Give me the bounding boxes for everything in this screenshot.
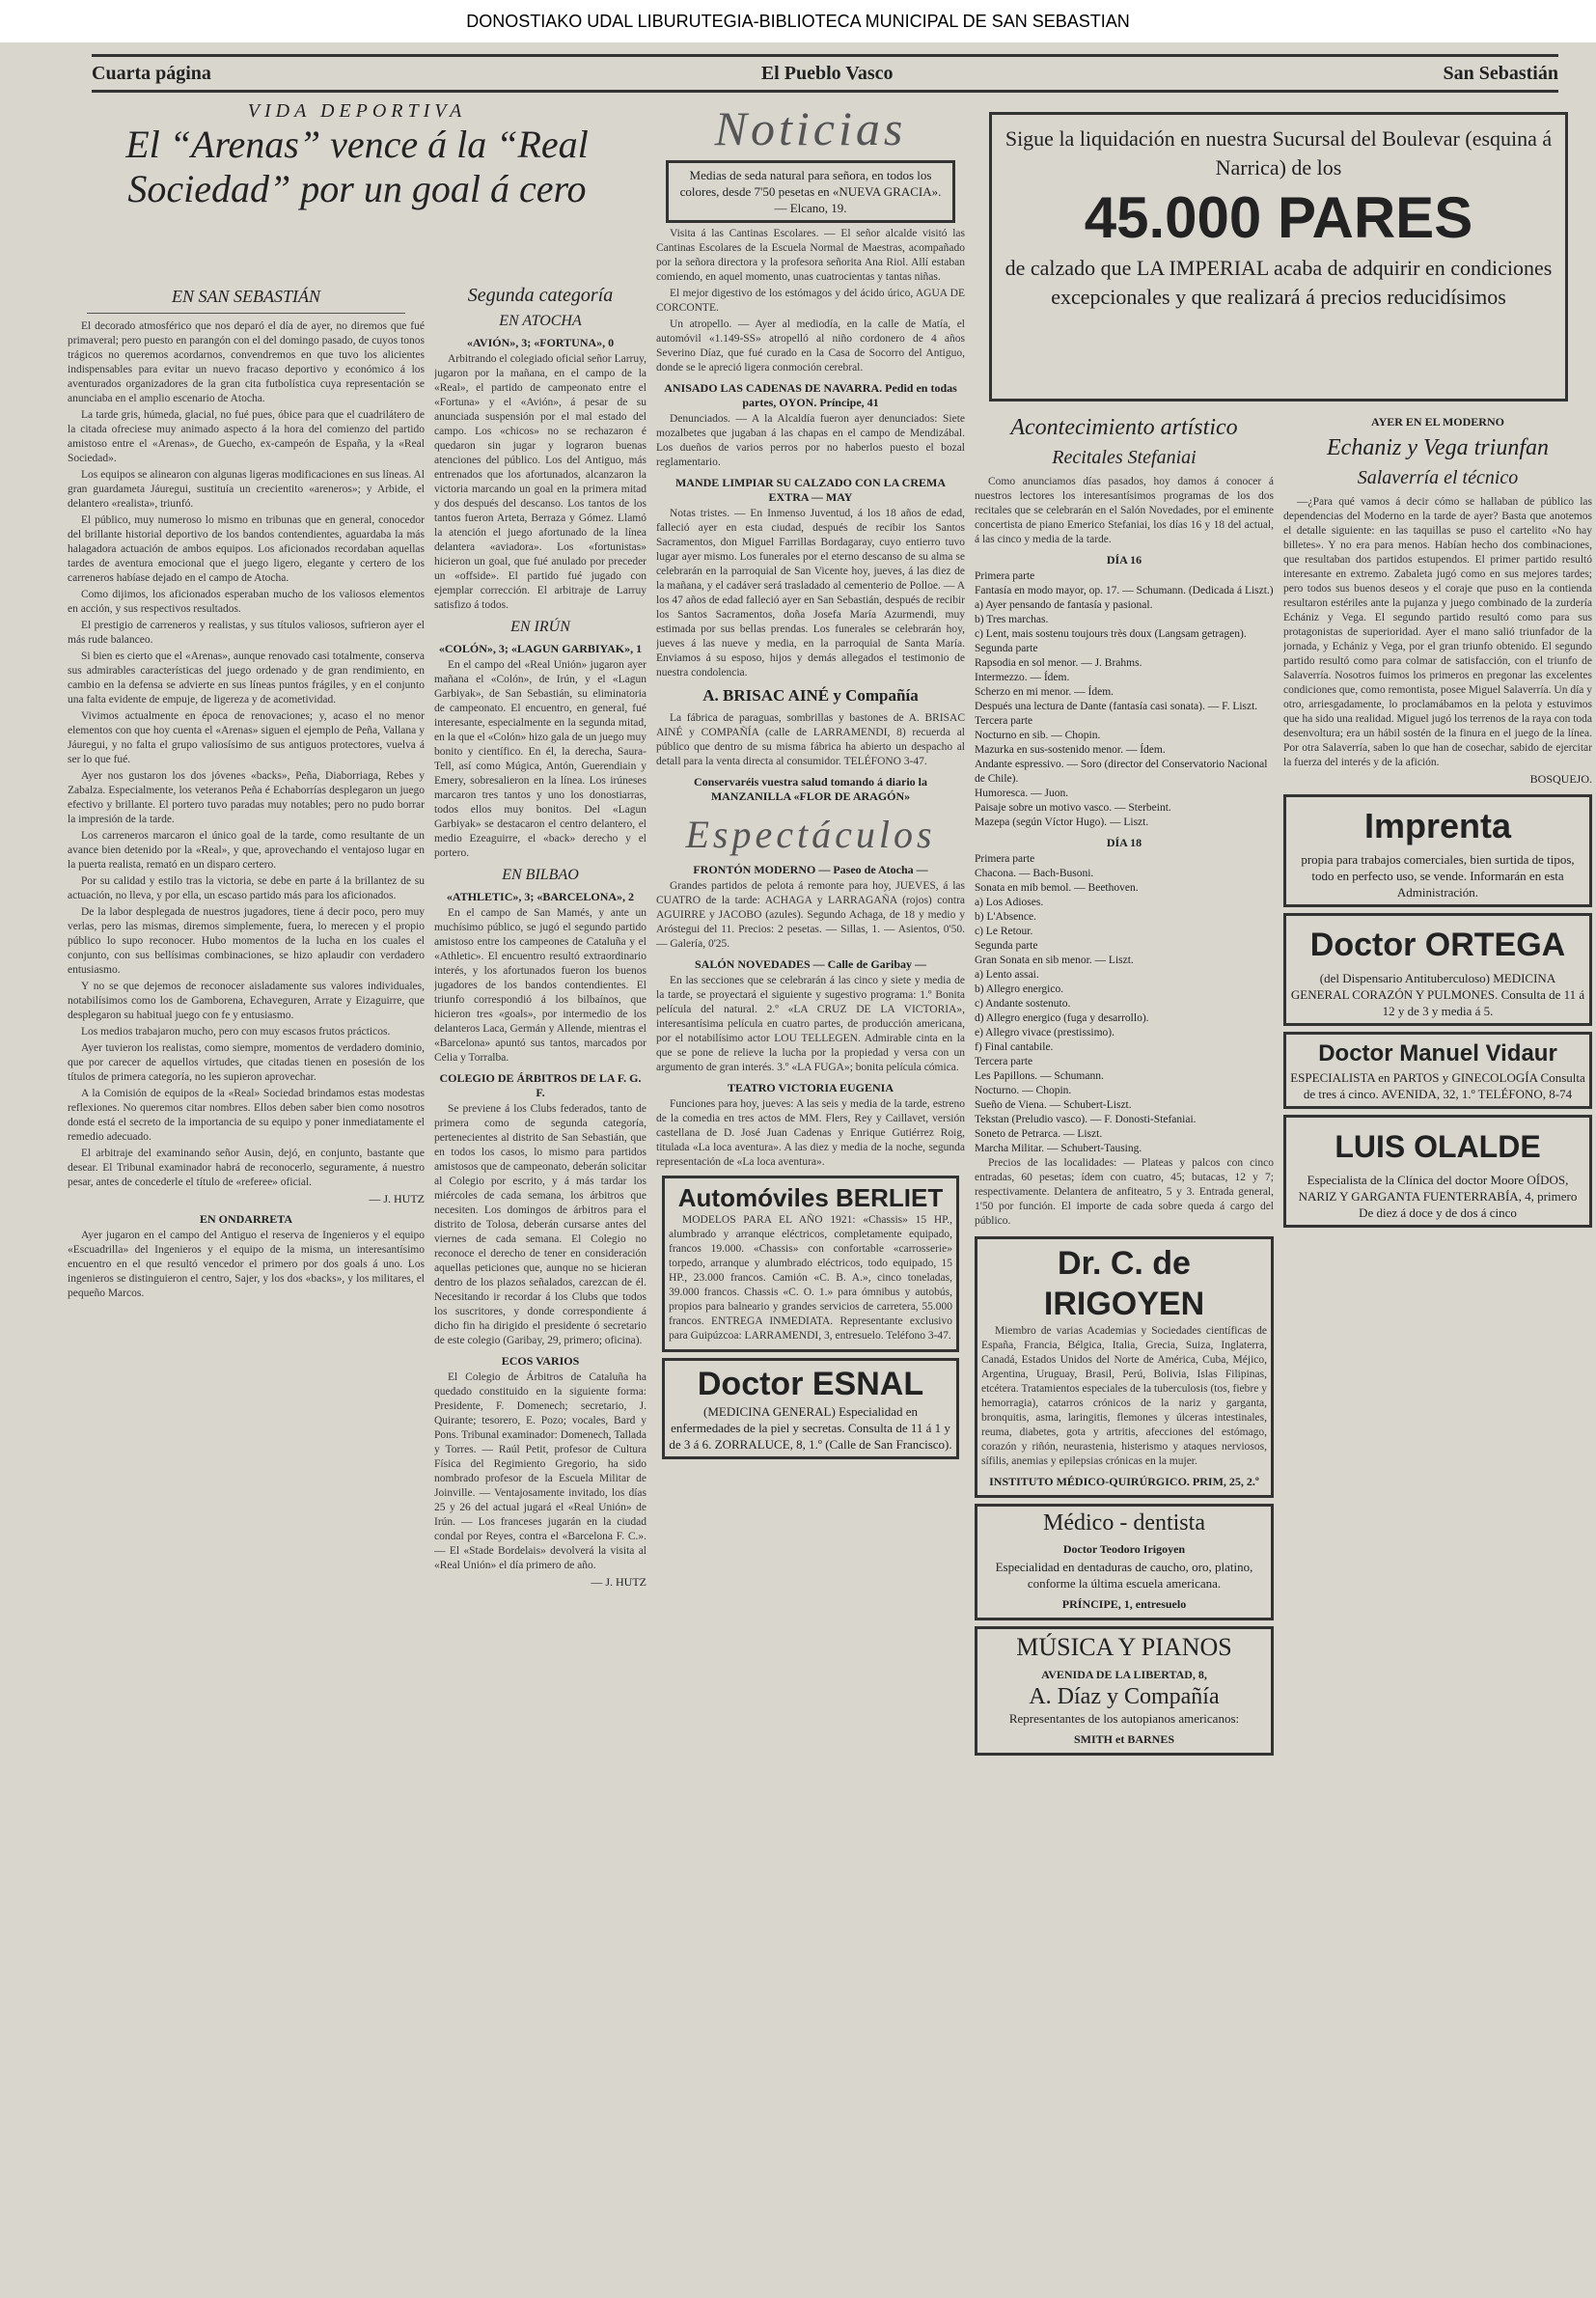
moderno-text: —¿Para qué vamos á decir cómo se hallaban de público las dependencias del Moderno en la tarde de ayer? Basta que anotemos el detalle siguiente: en las taquillas se puso el cartelito «No hay billetes». Y no era para menos. Habían hecho dos combinaciones, que resultaban dos partidos estupendos. El primer partido resultó interesante en extremo. Zabaleta jugó como en sus mejores tardes; pero todos sus buenos deseos y el coraje que puso en la contienda resultaron estériles ante la pujanza y juego combinado de la zurdería Echániz y Vega. El segundo partido resultó como para sus protagonistas de superioridad. Ayer el mano salió triunfador de la jornada, y Echániz y Vega, por el gran triunfo obtenido. El segundo partido resultó como para colmar de satisfacción, con el triunfo de Salaverría. Nosotros fuimos los primeros en pregonar las excelentes condiciones que, como remontista, posee Miguel Salaverría. Un día y otro, arriesgadamente, lo proclamábamos en la pelota y estuvimos que ha sido una realidad. Miguel jugó los terrenos de la raya con toda desenvoltura; era un hábil sostén de la finura en el juego de la línea. Por otra Salaverría, saben lo que han de cosechar, sabido de ejercitar la fuerza del interés y de la afición.: [1283, 496, 1592, 768]
programme-item: Tercera parte: [975, 1056, 1033, 1067]
sports-paragraph: Los carreneros marcaron el único goal de la tarde, como resultante de un avance bien detenido por la «Real», y que, aprovechando el ventajoso lugar en la puerta realista, remató en un disparo certero.: [68, 830, 425, 871]
novedades-title: SALÓN NOVEDADES — Calle de Garibay —: [694, 957, 927, 971]
vidaur-ad: [1283, 1032, 1592, 1109]
ortega-text: (del Dispensario Antituberculoso) MEDICINA GENERAL CORAZÓN Y PULMONES. Consulta de 11 á 12 y de 3 y media á 5.: [1290, 971, 1585, 1018]
arts-title: Acontecimiento artístico: [1010, 415, 1238, 440]
programme-item: f) Final cantabile.: [975, 1041, 1054, 1053]
atocha-text: Arbitrando el colegiado oficial señor Larruy, jugaron por la mañana, en el campo de la «Real», el partido de campeonato entre el «Fortuna» y el «Avión», á pesar de su anunciada suspensión por el mal estado del campo. Los «chicos» no se rechazaron é quedaron sin jugar y lograron buenas atenciones del público. Los del Antiguo, más entrenados que los afortunados, alcanzaron la victoria marcando un goal en la primera mitad y dos después del descanso. Los tantos de los tantos fueron Arteta, Berraza y Gómez. Llamó la atención el juego afortunado de la línea delantera «aviadora». Los «fortunistas» hicieron un goal, que fué anulado por preceder un «offside». El partido fué jugado con ejemplar corrección. El arbitraje de Larruy satisfizo á todos.: [434, 353, 647, 611]
programme-item: Primera parte: [975, 570, 1035, 582]
novedades-text: En las secciones que se celebrarán á las cinco y siete y media de la tarde, se proyectará el siguiente y sugestivo programa: 1.º Bonita película del natural. 2.º «LA CRUZ DE LA VICTORIA», interesantísima película en cuatro partes, de producción americana, por el notabilísimo actor LOU TELLEGEN. Admirable cinta en la que se pone de relieve la lucha por la propiedad y versa con un argumento de gran interés. 3.º «LA FUGA»; bonita película cómica.: [656, 975, 965, 1073]
moderno-signature: BOSQUEJO.: [1529, 772, 1592, 786]
arts-intro: Como anunciamos días pasados, hoy damos á conocer á nuestros lectores los interesantísimos programas de los dos recitales que se celebrarán en el Salón Novedades, por el eminente concertista de piano Emerico Stefaniai, los días 16 y 18 del actual, á las cinco y media de la tarde.: [975, 476, 1274, 545]
imperial-line1: Sigue la liquidación en nuestra Sucursal del Boulevar (esquina á Narrica) de los: [1004, 126, 1553, 180]
sports-paragraph: Los medios trabajaron mucho, pero con muy escasos frutos prácticos.: [81, 1026, 391, 1038]
sports-paragraph: El decorado atmosférico que nos deparó el día de ayer, no diremos que fué primaveral; pero puesto en parangón con el del domingo pasado, de cuyos tonos trágicos no queremos acordarnos, convendremos en que tuvo los alicientes indispensables para evitar un nuevo fracaso deportivo y económico á los aventurados organizadores de la gran cita futbolística cuya representación se anunciaba en el amplio escenario de Atocha.: [68, 320, 425, 404]
olalde-ad: [1283, 1115, 1592, 1228]
imprenta-ad: [1283, 794, 1592, 907]
masthead-center: El Pueblo Vasco: [760, 62, 894, 84]
programme-item: e) Allegro vivace (prestissimo).: [975, 1027, 1114, 1038]
sports-headline: El “Arenas” vence á la “Real Sociedad” por un goal á cero: [125, 123, 589, 210]
programme-item: Segunda parte: [975, 940, 1038, 952]
programme-item: Intermezzo. — Ídem.: [975, 672, 1070, 683]
programme-item: Fantasía en modo mayor, op. 17. — Schumann. (Dedicada á Liszt.): [975, 585, 1274, 596]
esnal-ad: [662, 1358, 959, 1459]
column-arts: [975, 409, 1274, 2291]
programme-item: b) Allegro energico.: [975, 983, 1064, 995]
irun-text: En el campo del «Real Unión» jugaron ayer mañana el «Colón», de Irún, y el «Lagun Garbiyak», de San Sebastián, su eliminatoria de campeonato. El encuentro, en general, fué interesante, especialmente en la segunda mitad, en la que el «Colón» hizo gala de un juego muy bonito y científico. En él, la derecha, Saura-Tell, así como Múgica, Antón, Guerendiain y Emery, sobresalieron en la línea. Los irúneses marcaron tres tantos y uno los donostiarras, todos ellos muy bonitos. Del «Lagun Garbiyak» se destacaron el centro delantero, el medio Ezeaguirre, el «back» derecho y el portero.: [434, 659, 647, 859]
programme-item: d) Allegro energico (fuga y desarrollo).: [975, 1012, 1149, 1024]
vidaur-text: ESPECIALISTA en PARTOS y GINECOLOGÍA Consulta de tres á cinco. AVENIDA, 32, 1.º TELÉFONO, 8-74: [1290, 1070, 1585, 1101]
programme-item: Humoresca. — Juon.: [975, 788, 1069, 799]
irigoyen-text: Miembro de varias Academias y Sociedades científicas de España, Francia, Bélgica, Italia, Grecia, Suiza, Inglaterra, Canadá, Estados Unidos del Norte de América, Cuba, Méjico, Argentina, Uruguay, Brasil, Perú, Bolivia, Islas Filipinas, etcétera. Tratamientos especiales de la tuberculosis (tos, fiebre y hemorragia), catarros crónicos de la nariz y garganta, bronquitis, asma, laringitis, flemones y úlceras intestinales, reuma, diabetes, gota y artritis, afecciones del estómago, corazón y riñón, neurastenia, histerismo y ataques nerviosos, sífilis, anemias y epilepsias crónicas en la mujer.: [981, 1325, 1267, 1467]
olalde-title: LUIS OLALDE: [1335, 1129, 1541, 1164]
college-text: Se previene á los Clubs federados, tanto de primera como de segunda categoría, pertenecientes al distrito de San Sebastián, que en todos los casos, lo mismo para partidos amistosos que de campeonato, deberán solicitar al Colegio por escrito, y á más tardar los miércoles de cada semana, los árbitros que necesiten. Los domingos de árbitros para el distrito de Tolosa, deberán cursarse antes del viernes de cada semana. El Colegio no reconoce el derecho de tener en consideración aquellas peticiones que, aunque no se hicieran dentro de los plazos señalados, carezcan de él. Necesitando ir recordar á los Clubs que todos los suscritores, y donde correspondiente á dicho fin ha dirigido el presidente ó secretario de este colegio (Garibay, 29, primero; oficina).: [434, 1103, 647, 1346]
sports-paragraph: Por su calidad y estilo tras la victoria, se debe en parte á la brillantez de su actuación, no lleva, y por ella, un escaso partido más para los aficionados.: [68, 875, 425, 901]
column-right: [1283, 409, 1592, 2291]
irun-score: «COLÓN», 3; «LAGUN GARBIYAK», 1: [438, 642, 643, 655]
sports-paragraph: Si bien es cierto que el «Arenas», aunque renovado casi totalmente, conserva sus admirables características del juego ordenado y de gran rendimiento, en cambio en la defensa se advierte en sus líneas puntos frágiles, y en el conjunto una falta evidente de empuje, de ligereza y de acometividad.: [68, 651, 425, 706]
programme-item: c) Lent, mais sostenu toujours très doux (Langsam getragen).: [975, 628, 1247, 640]
programme-item: c) Andante sostenuto.: [975, 998, 1071, 1010]
sports-paragraph: El prestigio de carreneros y realistas, y sus títulos valiosos, sufrieron ayer el más rude balanceo.: [68, 620, 425, 646]
atocha-title: EN ATOCHA: [499, 313, 582, 329]
imperial-big: 45.000 PARES: [1084, 185, 1473, 250]
olalde-text: Especialista de la Clínica del doctor Moore OÍDOS, NARIZ Y GARGANTA FUENTERRABÍA, 4, primero De diez á doce y de dos á cinco: [1298, 1173, 1578, 1220]
programme-item: Mazurka en sus-sostenido menor. — Ídem.: [975, 744, 1166, 756]
programme-item: Sueño de Viena. — Schubert-Liszt.: [975, 1099, 1132, 1111]
fronton-title: FRONTÓN MODERNO — Paseo de Atocha —: [693, 863, 928, 876]
ondarreta-text: Ayer jugaron en el campo del Antiguo el reserva de Ingenieros y el equipo «Escuadrilla» del Ingenieros y el equipo de la misma, un interesantísimo encuentro en el que resultó vencedor el primero por dos goals á uno. Los ingenieros se distinguieron el centro, Sajer, y los dos «backs», y los militares, el pequeño Marcos.: [68, 1230, 425, 1299]
imprenta-text: propia para trabajos comerciales, bien surtida de tipos, todo en perfecto uso, se vende. Informarán en esta Administración.: [1301, 852, 1575, 900]
arts-subtitle: Recitales Stefaniai: [1052, 447, 1197, 468]
shoe-cream-ad: MANDE LIMPIAR SU CALZADO CON LA CREMA EXTRA — MAY: [674, 476, 946, 504]
vidaur-title: Doctor Manuel Vidaur: [1318, 1040, 1557, 1066]
sports-paragraph: De la labor desplegada de nuestros jugadores, tiene á decir poco, pero muy verlas, pero las mismas, diremos simplemente, fuera, lo merecen y el propio público lo supo reconocer. Hubo momentos de la lucha en los cuales el conjunto, con sus bellísimas combinaciones, se hizo aplaudir con verdadero entusiasmo.: [68, 906, 425, 976]
programme-item: Marcha Militar. — Schubert-Tausing.: [975, 1143, 1142, 1154]
library-header: DONOSTIAKO UDAL LIBURUTEGIA-BIBLIOTECA MUNICIPAL DE SAN SEBASTIAN: [0, 0, 1596, 42]
berliet-ad: [662, 1176, 959, 1352]
programme-item: Andante espressivo. — Soro (director del Conservatorio Nacional de Chile).: [975, 759, 1268, 785]
sports-paragraph: El público, muy numeroso lo mismo en tribunas que en general, conocedor del brillante historial deportivo de los bandos contendientes, aguardaba la más halagadora actuación de ambos equipos. Los aficionados recordaban aquellas tardes de aventura emocional que el juego ligero, elegante y certero de los carreneros habíase dejado en el campo de Atocha.: [68, 514, 425, 584]
programme-item: Chacona. — Bach-Busoni.: [975, 868, 1094, 879]
masthead-left: Cuarta página: [92, 62, 211, 84]
esnal-title: Doctor ESNAL: [697, 1366, 924, 1402]
sports-heading: [68, 100, 647, 274]
irigoyen-title: Dr. C. de IRIGOYEN: [1043, 1245, 1205, 1322]
fronton-text: Grandes partidos de pelota á remonte para hoy, JUEVES, á las CUATRO de la tarde: ACHAGA y LARRAGAÑA (rojos) contra AGUIRRE y JACOBO (azules). Segundo Achaga, de 18 y medio y Aróstegui del 11. Precios: 2 pesetas. — Sillas, 1. — Asientos, 0'50. — Galería, 0'25.: [656, 880, 965, 950]
sports-paragraph: A la Comisión de equipos de la «Real» Sociedad brindamos estas modestas reflexiones. No queremos citar nombres. Ellos deben saber bien como nosotros donde está el secreto de la importancia de su equipo y poner inmediatamente el remedio adecuado.: [68, 1088, 425, 1143]
sports-paragraph: Como dijimos, los aficionados esperaban mucho de los valiosos elementos en acción, y sus respectivos resultados.: [68, 589, 425, 615]
sports-paragraph: Ayer nos gustaron los dos jóvenes «backs», Peña, Diaborriaga, Rebes y Zabalza. Especialmente, los veteranos Peña é Echaborrías desplegaron un juego efectivo y brillante. El portero tuvo paradas muy notables; pero no pudo borrar la impresión de la tarde.: [68, 770, 425, 825]
music-address: AVENIDA DE LA LIBERTAD, 8,: [1041, 1668, 1207, 1681]
imperial-ad: [989, 112, 1568, 401]
programme-item: Scherzo en mi menor. — Ídem.: [975, 686, 1114, 698]
music-ad: [975, 1626, 1274, 1756]
sports-paragraph: La tarde gris, húmeda, glacial, no fué pues, óbice para que el cuadrilátero de la citada ofreciese muy animado aspecto á la hora del comienzo del partido amistoso entre el «Arenas», de Guecho, ex-campeón de España, y la «Real Sociedad».: [68, 409, 425, 464]
programme-item: Tekstan (Preludio vasco). — F. Donosti-Stefaniai.: [975, 1114, 1197, 1125]
victoria-text: Funciones para hoy, jueves: A las seis y media de la tarde, estreno de la comedia en tres actos de MM. Flers, Rey y Caillavet, versión castellana de D. José Juan Cadenas y Enrique Gutiérrez Roig, titulada «La loca aventura». A las diez y media de la noche, segunda representación de «La loca aventura».: [656, 1098, 965, 1168]
programme-item: Primera parte: [975, 853, 1035, 865]
sports-paragraph: Vivimos actualmente en época de renovaciones; y, acaso el no menor elementos con que hoy cuenta el «Arenas» siguen el ejemplo de Peña, Vallana y Jáuregui, y no falta el grupo valiosísimo de sus antiguos protectores, vuelva á ser lo que fué.: [68, 710, 425, 765]
berliet-title: Automóviles BERLIET: [677, 1183, 944, 1212]
dentist-text: Especialidad en dentaduras de caucho, oro, platino, conforme la última escuela americana.: [995, 1560, 1253, 1591]
column-sports: [68, 279, 425, 2286]
programme-item: a) Lento assai.: [975, 969, 1039, 981]
echoes-title: ECOS VARIOS: [501, 1354, 580, 1368]
stockings-ad: [666, 160, 955, 223]
sports-paragraph: Los equipos se alinearon con algunas ligeras modificaciones en sus líneas. Al gran guardameta Jáuregui, sustituía un crecientito «areneros»; y Arbide, el delantero «realista», triunfó.: [68, 469, 425, 510]
echoes-text: El Colegio de Árbitros de Cataluña ha quedado constituido en la siguiente forma: Presidente, F. Domenech; secretario, J. Quirante; tesorero, E. Pozo; vocales, Bard y Pons. Tribunal examinador: Domenech, Tallada y Torres. — Raúl Petit, profesor de Cultura Física del Regimiento Gregorio, ha sido nombrado profesor de la Escuela Militar de Joinville. — Ventajosamente invitado, los días 25 y 26 del actual jugará el «Real Unión» de Irún. — Los franceses jugarán en la ciudad condal por Reyes, contra el «Barcelona F. C.». — El «Stade Bordelais» devolverá la visita al «Real Unión» el día primero de año.: [434, 1371, 647, 1571]
sports-paragraph: Y no se que dejemos de reconocer aisladamente sus valores individuales, notabilísimos como los de Gamborena, Echaveguren, Arrate y Eizaguirre, que desplegaron su habitual juego con fe y entusiasmo.: [68, 981, 425, 1021]
music-company: A. Díaz y Compañía: [1029, 1684, 1220, 1709]
programme-item: Segunda parte: [975, 643, 1038, 654]
newspaper-page: [0, 42, 1596, 2298]
column-news: [656, 100, 965, 2291]
moderno-kicker: AYER EN EL MODERNO: [1371, 415, 1504, 429]
programme-item: b) L'Absence.: [975, 911, 1037, 923]
imprenta-title: Imprenta: [1363, 806, 1512, 845]
second-title: Segunda categoría: [467, 285, 614, 306]
programme-item: Nocturno. — Chopin.: [975, 1085, 1072, 1096]
stockings-ad-text: Medias de seda natural para señora, en todos los colores, desde 7'50 pesetas en «NUEVA GRACIA». — Elcano, 19.: [679, 168, 942, 215]
dentist-address: PRÍNCIPE, 1, entresuelo: [1061, 1597, 1187, 1611]
column-second-category: [434, 279, 647, 2286]
masthead-right: San Sebastián: [1443, 62, 1558, 84]
anisado-ad: ANISADO LAS CADENAS DE NAVARRA. Pedid en todas partes, OYON. Príncipe, 41: [664, 381, 957, 409]
dentist-ad: [975, 1504, 1274, 1620]
ondarreta-title: EN ONDARRETA: [199, 1212, 293, 1226]
programme-item: Sonata en mib bemol. — Beethoven.: [975, 882, 1139, 894]
moderno-title: Echaniz y Vega triunfan: [1327, 435, 1549, 460]
programme-item: b) Tres marchas.: [975, 614, 1049, 625]
dentist-title: Médico - dentista: [1043, 1510, 1205, 1536]
day2-title: DÍA 18: [1106, 836, 1142, 849]
music-text: Representantes de los autopianos americanos:: [1008, 1711, 1240, 1726]
sports-signature: — J. HUTZ: [369, 1192, 425, 1205]
day1-programme: [975, 569, 1274, 830]
dentist-name: Doctor Teodoro Irigoyen: [1062, 1542, 1186, 1556]
music-title: MÚSICA Y PIANOS: [1016, 1633, 1232, 1661]
programme-item: c) Le Retour.: [975, 926, 1033, 937]
bilbao-title: EN BILBAO: [502, 867, 579, 883]
irigoyen-ad: [975, 1236, 1274, 1498]
ortega-title: Doctor ORTEGA: [1309, 927, 1566, 963]
berliet-text: MODELOS PARA EL AÑO 1921: «Chassis» 15 HP., alumbrado y arranque eléctricos, completamente equipado, francos 19.000. «Chassis» con confortable «carrosserie» torpedo, arranque y alumbrado eléctricos, todo equipado, 15 HP., 23.000 francos. Camión «C. B. A.», cinco toneladas, 39.000 francos. Chassis «C. O. 1.» para ómnibus y autobús, propios para balneario y grandes servicios de carretera, 55.000 francos. ENTREGA INMEDIATA. Representante exclusivo para Guipúzcoa: LARRAMENDI, 3, entresuelo. Teléfono 3-47.: [669, 1214, 952, 1342]
arts-outro: Precios de las localidades: — Plateas y palcos con cinco entradas, 60 pesetas; ídem con cuatro, 45; butacas, 12 y 7; respectivamente. Delantera de anfiteatro, 5 y 3. Entrada general, 1'50 por función. El importe de cada sobre queda á cargo del público.: [975, 1157, 1274, 1227]
news-paragraph: Denunciados. — A la Alcaldía fueron ayer denunciados: Siete mozalbetes que jugaban á las chapas en el campo de Mendizábal. Los dueños de varios perros por no haberlos puesto el bozal reglamentario.: [656, 413, 965, 468]
masthead: [92, 54, 1558, 93]
chamomile-ad: Conservaréis vuestra salud tomando á diario la MANZANILLA «FLOR DE ARAGÓN»: [693, 775, 927, 803]
sports-paragraph: El arbitraje del examinando señor Ausin, dejó, en conjunto, bastante que desear. El Tribunal examinador habrá de reconocerlo, seguramente, á nuestro pesar, antes de concederle el título de «referee» oficial.: [68, 1148, 425, 1188]
programme-item: Mazepa (según Víctor Hugo). — Liszt.: [975, 817, 1149, 828]
divider: [87, 313, 405, 314]
bilbao-score: «ATHLETIC», 3; «BARCELONA», 2: [446, 890, 635, 903]
sports-location: EN SAN SEBASTIÁN: [172, 287, 320, 306]
imperial-line2: de calzado que LA IMPERIAL acaba de adquirir en condiciones excepcionales y que realizará á precios reducidísimos: [1004, 256, 1553, 309]
sports-paragraph: Ayer tuvieron los realistas, como siempre, momentos de verdadero dominio, que por carecer de aquellos virtudes, que citadas tienen en posesión de los títulos de primera categoría, no les supieron aprovechar.: [68, 1042, 425, 1083]
programme-item: Rapsodia en sol menor. — J. Brahms.: [975, 657, 1142, 669]
news-paragraph: Visita á las Cantinas Escolares. — El señor alcalde visitó las Cantinas Escolares de la Escuela Normal de Maestras, acompañado por la señora directora y la profesora señorita Ana Riol. Allí estaban comiendo, en aquel momento, unas cuatrocientas y tantas niñas.: [656, 228, 965, 283]
college-title: COLEGIO DE ÁRBITROS DE LA F. G. F.: [439, 1071, 642, 1099]
ortega-ad: [1283, 913, 1592, 1026]
news-title: Noticias: [714, 101, 907, 155]
sports-kicker: VIDA DEPORTIVA: [247, 100, 467, 122]
irun-title: EN IRÚN: [510, 619, 570, 635]
programme-item: Tercera parte: [975, 715, 1033, 727]
victoria-title: TEATRO VICTORIA EUGENIA: [727, 1081, 894, 1094]
programme-item: Soneto de Petrarca. — Liszt.: [975, 1128, 1103, 1140]
programme-item: Nocturno en sib. — Chopin.: [975, 730, 1101, 741]
day1-title: DÍA 16: [1106, 553, 1142, 567]
esnal-text: (MEDICINA GENERAL) Especialidad en enfermedades de la piel y secretas. Consulta de 11 á 1 y de 3 á 6. ZORRALUCE, 8, 1.º (Calle de San Francisco).: [669, 1404, 952, 1452]
programme-item: a) Los Adioses.: [975, 897, 1044, 908]
music-brand: SMITH et BARNES: [1073, 1732, 1174, 1746]
second-signature: — J. HUTZ: [591, 1575, 647, 1589]
atocha-score: «AVIÓN», 3; «FORTUNA», 0: [466, 336, 615, 349]
programme-item: Gran Sonata en sib menor. — Liszt.: [975, 955, 1134, 966]
news-paragraph: El mejor digestivo de los estómagos y del ácido úrico, AGUA DE CORCONTE.: [656, 288, 965, 314]
brisac-title: A. BRISAC AINÉ y Compañía: [702, 686, 919, 705]
programme-item: Les Papillons. — Schumann.: [975, 1070, 1104, 1082]
bilbao-text: En el campo de San Mamés, y ante un muchísimo público, se jugó el segundo partido amistoso entre los campeones de Cataluña y el «Athletic». El encuentro resultó extraordinario interés, y los afortunados fueron los buenos jugadores de los bandos contendientes. El triunfo correspondió á los bilbaínos, que hicieron tres «goals», por intermedio de los delanteros Laca, Germán y Allende, mientras el «Barcelona» apuntó sus tantos, marcados por Celia y Torralba.: [434, 907, 647, 1064]
irigoyen-address: INSTITUTO MÉDICO-QUIRÚRGICO. PRIM, 25, 2.º: [989, 1475, 1259, 1488]
programme-item: Paisaje sobre un motivo vasco. — Sterbeint.: [975, 802, 1171, 814]
day2-programme: [975, 852, 1274, 1156]
news-paragraph: Un atropello. — Ayer al mediodía, en la calle de Matía, el automóvil «1.149-SS» atropelló al niño cordonero de 4 años Severino Díaz, que fué curado en la Casa de Socorro del Antiguo, donde se le apreció ligera conmoción cerebral.: [656, 318, 965, 374]
news-paragraph: Notas tristes. — En Inmenso Juventud, á los 18 años de edad, falleció ayer en esta ciudad, después de recibir los Santos Sacramentos, don Miguel Farrillas Bordagaray, cuyo entierro tuvo lugar ayer mismo. Los funerales por el eterno descanso de su alma se celebrarán en la parroquial de San Vicente hoy, jueves, á las diez de la mañana, y el cadáver será trasladado al cementerio de Polloe. — A los 47 años de edad falleció ayer en San Sebastián, después de recibir los Santos Sacramentos, doña Josefa María Azurmendi, muy estimada por sus bellas prendas. Los funerales se celebrarán hoy, jueves á las nueve y media, en la parroquial de Santa María. Enviamos á su esposo, hijos y demás allegados el testimonio de nuestra condolencia.: [656, 508, 965, 678]
brisac-text: La fábrica de paraguas, sombrillas y bastones de A. BRISAC AINÉ y COMPAÑÍA (calle de LARRAMENDI, 8) recuerda al público que dentro de su misma fábrica ha abierto un despacho al detall para la venta directa al consumidor. TELÉFONO 3-47.: [656, 712, 965, 767]
shows-title: Espectáculos: [685, 813, 936, 856]
programme-item: a) Ayer pensando de fantasía y pasional.: [975, 599, 1153, 611]
moderno-subtitle: Salaverría el técnico: [1357, 467, 1519, 488]
programme-item: Después una lectura de Dante (fantasía casi sonata). — F. Liszt.: [975, 701, 1258, 712]
